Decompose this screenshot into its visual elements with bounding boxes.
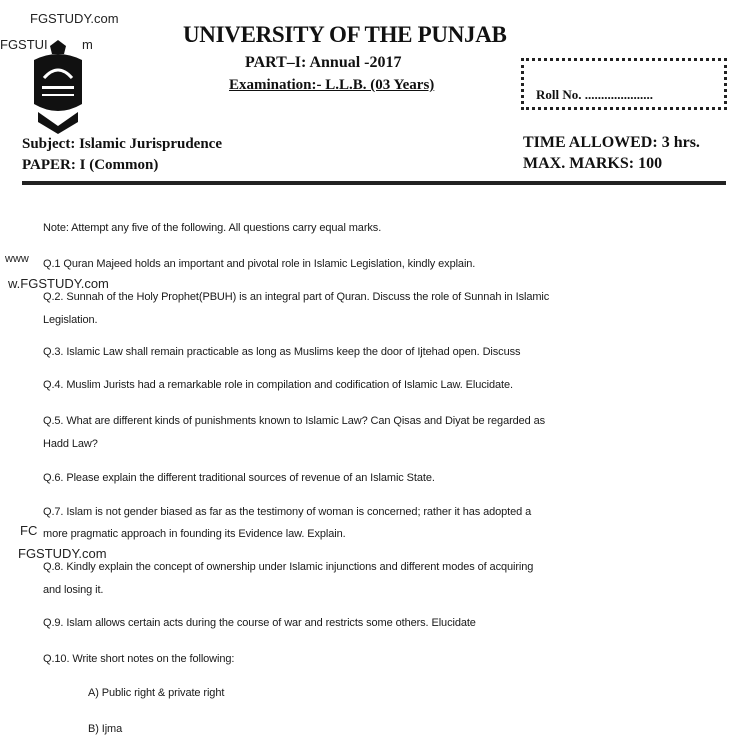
question-10: Q.10. Write short notes on the following: — [43, 653, 235, 665]
university-crest-logo — [28, 38, 88, 138]
question-8-cont: and losing it. — [43, 584, 104, 596]
sub-item-a: A) Public right & private right — [88, 687, 225, 699]
question-8: Q.8. Kindly explain the concept of ownership under Islamic injunctions and different modes of acquiring — [43, 561, 534, 573]
question-2: Q.2. Sunnah of the Holy Prophet(PBUH) is an integral part of Quran. Discuss the role of Sunnah in Islamic — [43, 291, 550, 303]
watermark: FGSTUDY.com — [30, 11, 119, 26]
max-marks: MAX. MARKS: 100 — [523, 155, 663, 172]
university-title: UNIVERSITY OF THE PUNJAB — [183, 22, 507, 47]
subject: Subject: Islamic Jurisprudence — [22, 136, 222, 152]
question-5: Q.5. What are different kinds of punishments known to Islamic Law? Can Qisas and Diyat be regarded as — [43, 415, 546, 427]
watermark: FGSTUI — [0, 37, 48, 52]
question-4: Q.4. Muslim Jurists had a remarkable role in compilation and codification of Islamic Law. Elucidate. — [43, 379, 513, 391]
sub-item-b: B) Ijma — [88, 723, 123, 735]
exam-part: PART–I: Annual -2017 — [245, 54, 402, 71]
time-allowed: TIME ALLOWED: 3 hrs. — [523, 134, 700, 151]
watermark: FC — [20, 523, 38, 538]
question-5-cont: Hadd Law? — [43, 438, 98, 450]
question-7-cont: more pragmatic approach in founding its Evidence law. Explain. — [43, 528, 346, 540]
watermark: w.FGSTUDY.com — [8, 276, 109, 291]
divider — [22, 181, 726, 185]
question-2-cont: Legislation. — [43, 314, 98, 326]
watermark: www — [5, 253, 29, 265]
roll-number-label: Roll No. ..................... — [536, 87, 653, 102]
examination-title: Examination:- L.L.B. (03 Years) — [229, 77, 435, 93]
question-6: Q.6. Please explain the different traditional sources of revenue of an Islamic State. — [43, 472, 435, 484]
question-3: Q.3. Islamic Law shall remain practicable as long as Muslims keep the door of Ijtehad open. Discuss — [43, 346, 521, 358]
question-1: Q.1 Quran Majeed holds an important and pivotal role in Islamic Legislation, kindly explain. — [43, 258, 476, 270]
note: Note: Attempt any five of the following. All questions carry equal marks. — [43, 222, 382, 234]
paper: PAPER: I (Common) — [22, 157, 159, 173]
watermark: m — [82, 37, 93, 52]
watermark: FGSTUDY.com — [18, 546, 107, 561]
question-7: Q.7. Islam is not gender biased as far as the testimony of woman is concerned; rather it has adopted a — [43, 506, 532, 518]
question-9: Q.9. Islam allows certain acts during the course of war and restricts some others. Elucidate — [43, 617, 476, 629]
